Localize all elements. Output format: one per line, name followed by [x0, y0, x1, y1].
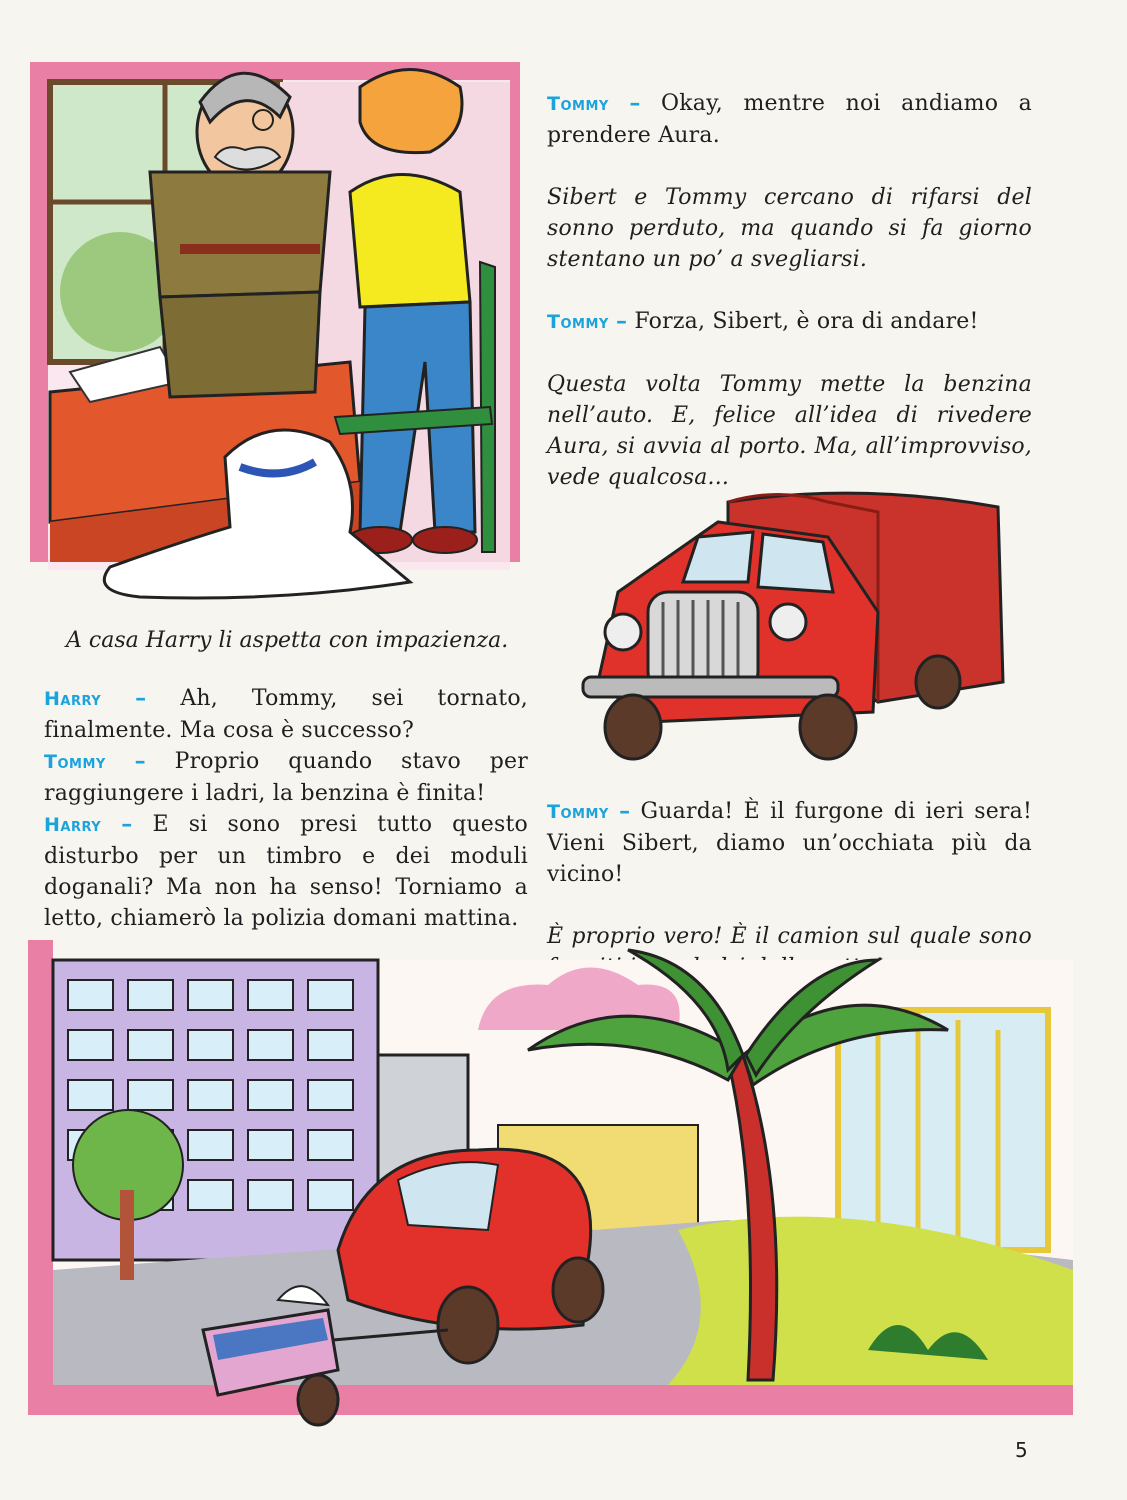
dialogue-line: Harry – Ah, Tommy, sei tornato, finalmente. Ma cosa è successo?	[44, 685, 528, 743]
caption: A casa Harry li aspetta con impazienza.	[66, 628, 509, 653]
illustration-red-truck	[578, 482, 1018, 772]
dialogue-line: Tommy – Forza, Sibert, è ora di andare!	[547, 308, 979, 334]
speaker-name: Tommy	[547, 801, 609, 823]
page-number: 5	[1015, 1438, 1028, 1462]
speaker-name: Tommy	[547, 311, 609, 333]
speaker-name: Tommy	[44, 751, 106, 773]
illustration-street-red-car-palm	[28, 940, 1098, 1470]
dialogue-line: Harry – E si sono presi tutto questo disturbo per un timbro e dei moduli doganali? Ma non ha senso! Torniamo a letto, chiamerò la polizia domani mattina.	[44, 811, 529, 931]
narration: Questa volta Tommy mette la benzina nell’auto. E, felice all’idea di rivedere Aura, si avvia al porto. Ma, all’improvviso, vede qualcosa...	[547, 372, 1032, 490]
right-column-text	[547, 88, 1032, 493]
dialogue-line: Tommy – Okay, mentre noi andiamo a prendere Aura.	[547, 90, 1032, 148]
speaker-name: Tommy	[547, 93, 609, 115]
narration: È proprio vero! È il camion sul quale sono	[547, 924, 1032, 949]
narration: Sibert e Tommy cercano di rifarsi del sonno perduto, ma quando si fa giorno stentano un po’ a svegliarsi.	[547, 185, 1032, 272]
left-column-text	[44, 683, 528, 934]
dialogue-line: Tommy – Proprio quando stavo per raggiungere i ladri, la benzina è finita!	[44, 748, 528, 806]
speaker-name: Harry	[44, 814, 102, 836]
speaker-name: Harry	[44, 688, 102, 710]
dialogue-line: Tommy – Guarda! È il furgone di ieri sera! Vieni Sibert, diamo un’occhiata più da vicino!	[547, 798, 1032, 887]
illustration-harry-tommy-sibert-office	[30, 62, 530, 602]
